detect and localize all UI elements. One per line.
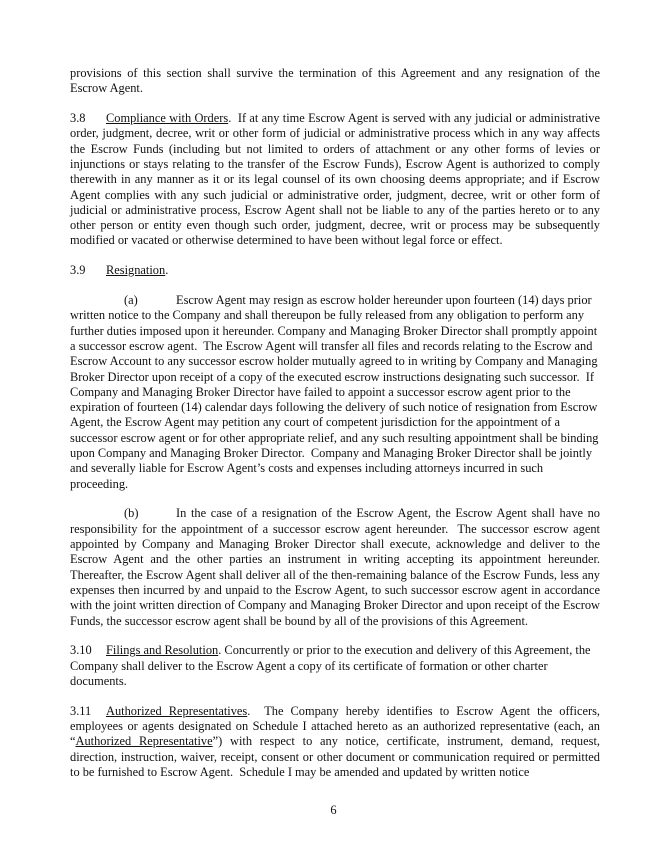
subsection-text: Escrow Agent may resign as escrow holder hereunder upon fourteen (14) days prior written notice to the Company and shall thereupon be fully released from any obligation to perform any further duties imposed upon it hereunder. Company and Managing Broker Director shall promptly appoint a successor escrow agent. The Escrow Agent will transfer all files and records relating to the Escrow and Escrow Account to any successor escrow holder mutually agreed to in writing by Company and Managing Broker Director upon receipt of a copy of the executed escrow instructions designating such successor. If Company and Managing Broker Director have failed to appoint a successor escrow agent prior to the expiration of fourteen (14) calendar days following the delivery of such notice of resignation from Escrow Agent, the Escrow Agent may petition any court of competent jurisdiction for the appointment of a successor escrow agent or for other appropriate relief, and any such resulting appointment shall be binding upon Company and Managing Broker Director. Company and Managing Broker Director shall be jointly and severally liable for Escrow Agent’s costs and expenses including attorneys incurred in such proceeding.: [70, 293, 602, 491]
section-body: If at any time Escrow Agent is served with any judicial or administrative order, judgment, decree, writ or other form of judicial or administrative process which in any way affects the Escrow Funds (including but not limited to orders of attachment or any other forms of levies or injunctions or stays relating to the transfer of the Escrow Funds), Escrow Agent is authorized to comply therewith in any manner as it or its legal counsel of its own choosing deems appropriate; and if Escrow Agent complies with any such judicial or administrative order, judgment, decree, writ or other form of judicial or administrative process, Escrow Agent shall not be liable to any of the parties hereto or to any other person or entity even though such order, judgment, decree, writ or process may be subsequently modified or vacated or otherwise determined to have been without legal force or effect.: [70, 111, 604, 248]
heading-punct: .: [247, 703, 251, 718]
subsection-label: (b): [124, 506, 139, 521]
section-number: 3.11: [70, 703, 92, 718]
subsection-text: In the case of a resignation of the Escrow Agent, the Escrow Agent shall have no responsibility for the appointment of a successor escrow agent hereunder. The successor escrow agent appointed by Company and Managing Broker Director shall execute, acknowledge and deliver to the Escrow Agent and the other parties an instrument in writing accepting its appointment hereunder. Thereafter, the Escrow Agent shall deliver all of the then-remaining balance of the Escrow Funds, less any expenses then incurred by and unpaid to the Escrow Agent, to such successor escrow agent in accordance with the joint written direction of Company and Managing Broker Director and upon receipt of the Escrow Funds, the successor escrow agent shall be bound by all of the provisions of this Agreement.: [70, 506, 607, 628]
section-body: Concurrently or prior to the execution and delivery of this Agreement, the Company shall deliver to the Escrow Agent a copy of its certificate of formation or other charter documents.: [70, 643, 594, 688]
section-heading: Resignation: [106, 263, 166, 278]
subsection-label: (a): [124, 293, 138, 308]
heading-punct: .: [228, 111, 232, 126]
section-3-10: [70, 643, 600, 689]
continuation-paragraph: provisions of this section shall survive the termination of this Agreement and any resignation of the Escrow Agent.: [70, 66, 600, 96]
page-number: 6: [330, 803, 337, 817]
section-number: 3.8: [70, 111, 86, 126]
heading-punct: .: [165, 263, 169, 278]
section-3-8: [70, 111, 604, 249]
section-body-part2: ”) with respect to any notice, certificate, instrument, demand, request, direction, instruction, waiver, receipt, consent or other document or communication required or permitted to be furnished to Escrow Agent. Schedule I may be amended and updated by written notice: [70, 734, 604, 779]
section-number: 3.10: [70, 643, 92, 658]
heading-punct: .: [218, 643, 222, 658]
section-3-11: [70, 703, 604, 780]
section-heading: Filings and Resolution: [106, 643, 219, 658]
section-number: 3.9: [70, 263, 86, 278]
subsection-3-9-b: [70, 506, 607, 628]
section-heading: Authorized Representatives: [106, 703, 248, 718]
document-page: [70, 66, 607, 795]
section-3-9-heading: [70, 263, 600, 278]
defined-term: Authorized Representative: [75, 734, 213, 749]
section-heading: Compliance with Orders: [106, 111, 229, 126]
section-body-part1: The Company hereby identifies to Escrow Agent the officers, employees or agents designated on Schedule I attached hereto as an authorized representative (each, an “: [70, 703, 604, 749]
subsection-3-9-a: [70, 293, 600, 492]
